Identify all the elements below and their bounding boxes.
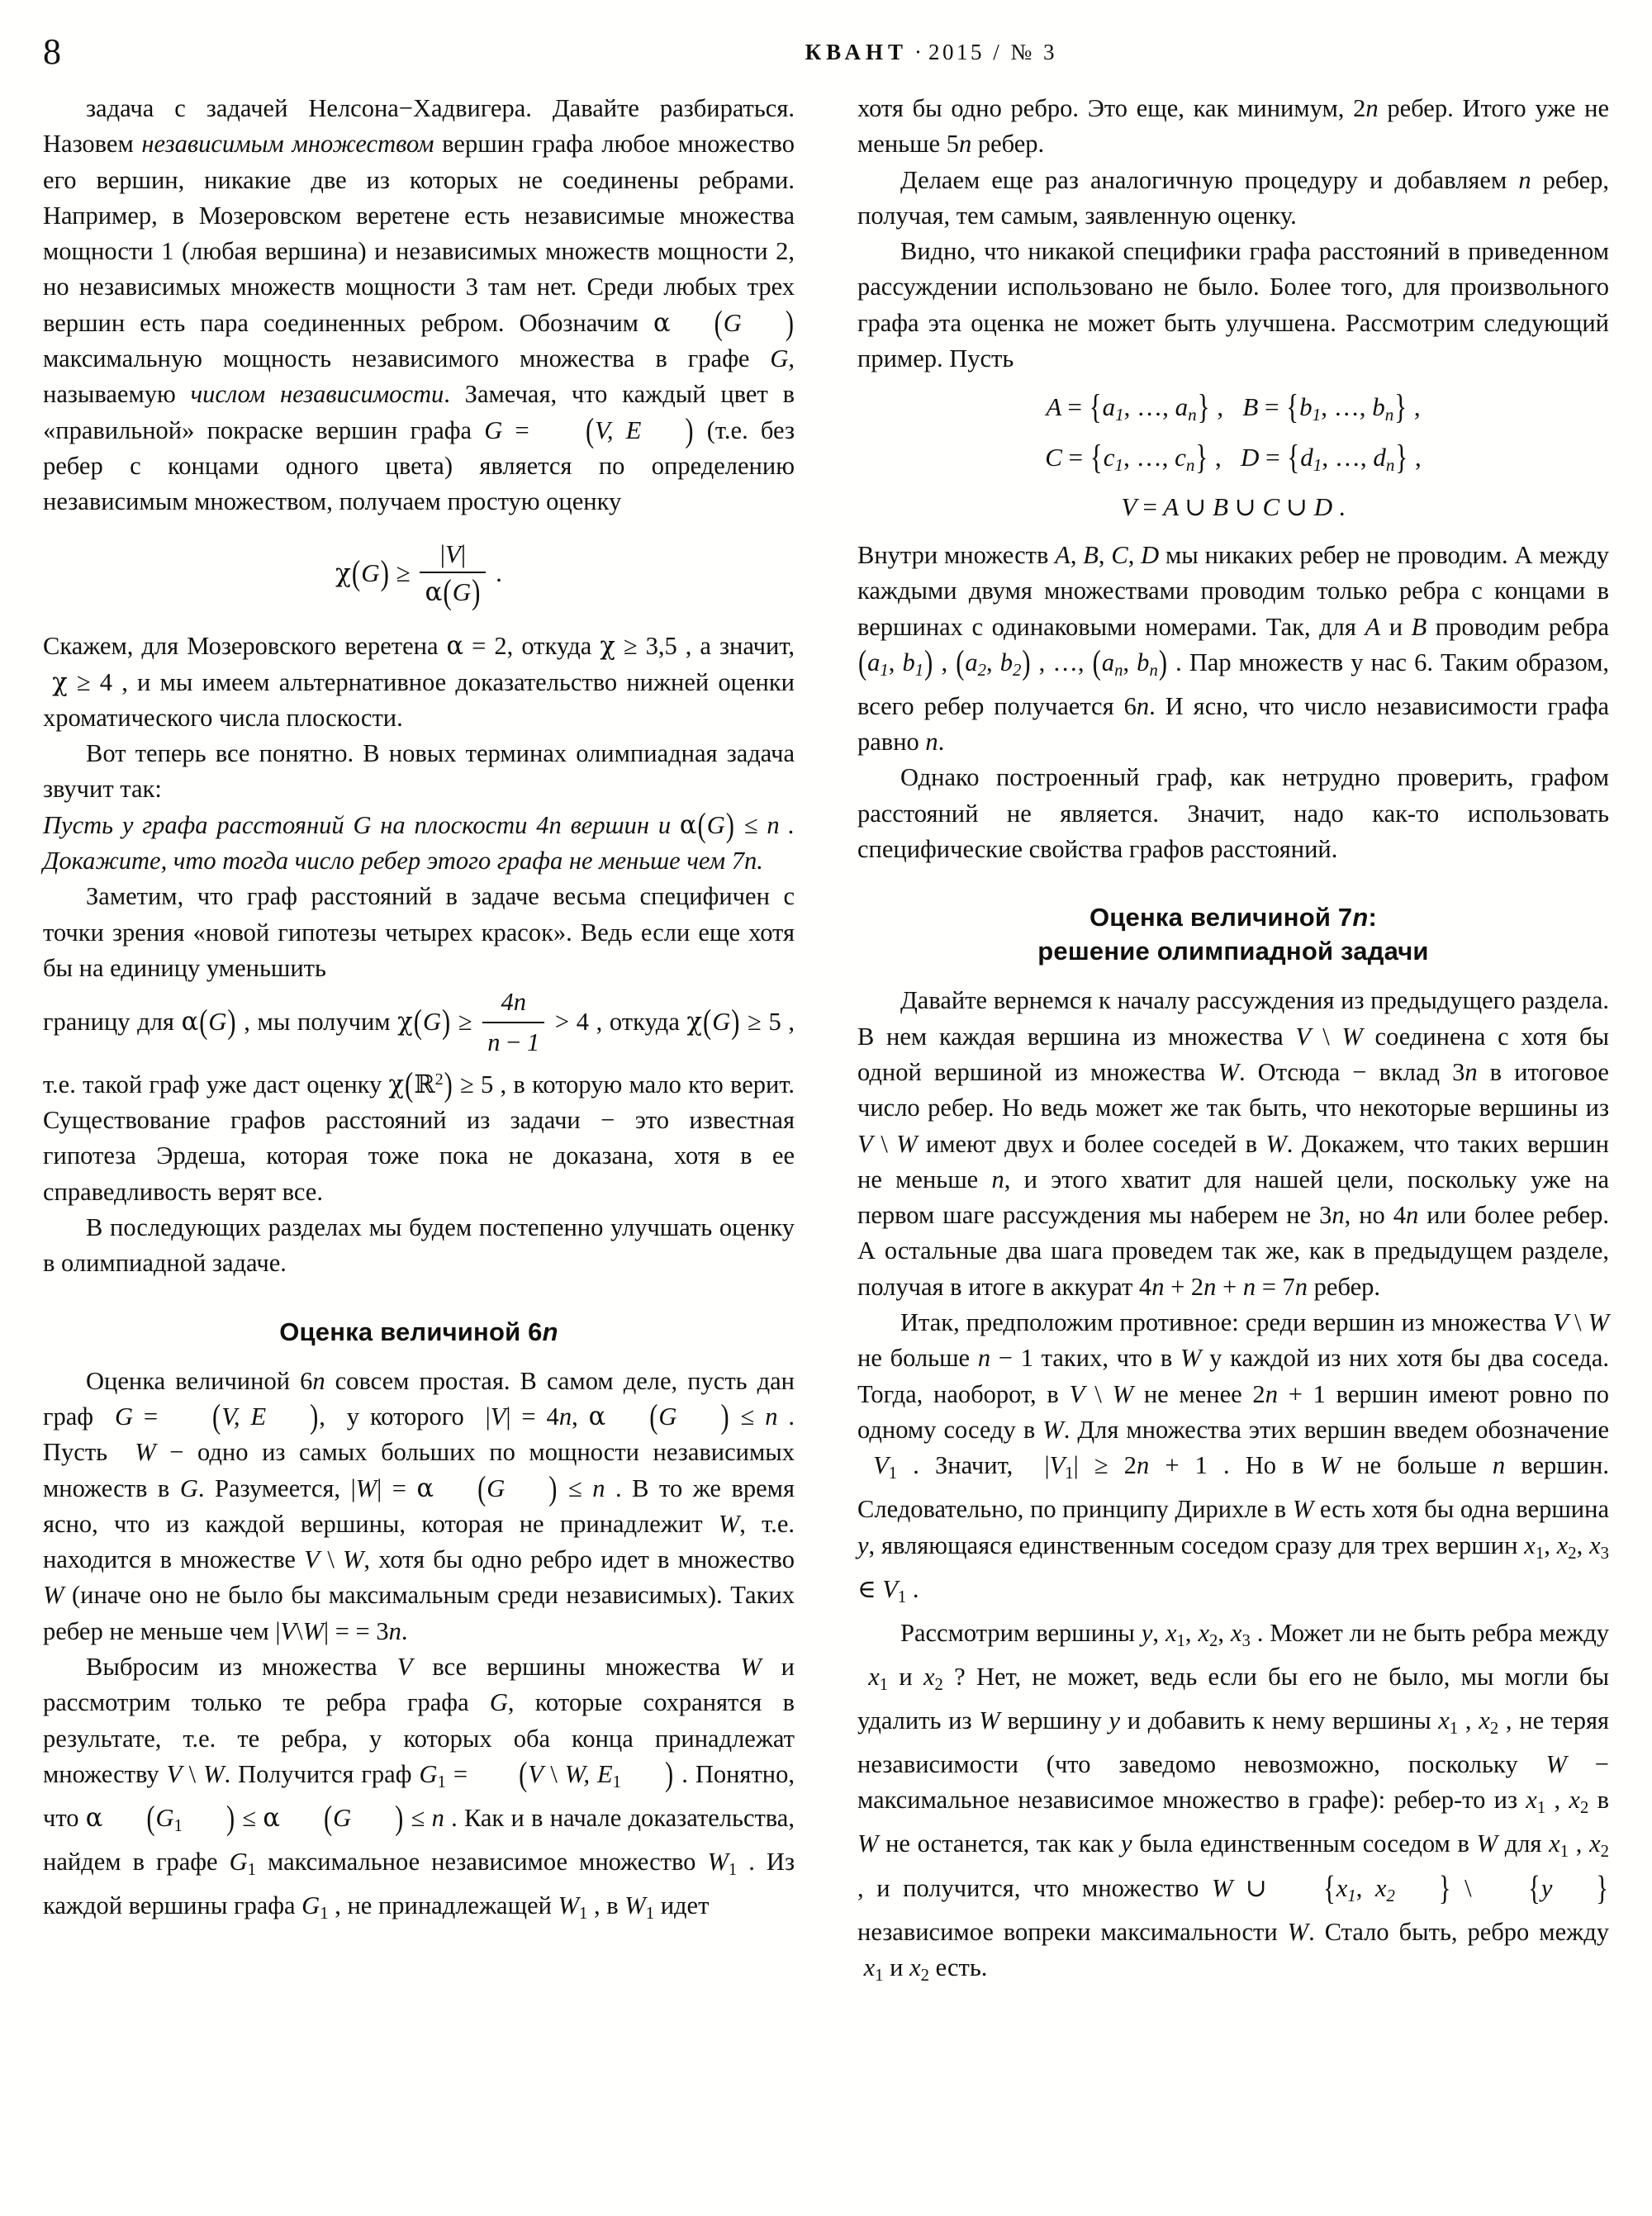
masthead-separator: · xyxy=(914,40,922,64)
display-formula-sets-AB: $A = \{a_1$, …, $a_n$} , $B = \{b_1$, …, $b_n$} , xyxy=(1046,387,1421,427)
right-column xyxy=(857,91,1609,1994)
paragraph: Внутри множеств A, B, C, D мы никаких ребер не проводим. А между каждыми двумя множествами проводим только ребра с концами в вершинах с одинаковыми номерами. Так, для A и B проводим ребра ($a_1$, $b_1$) , ($a_2$, $b_2$) , …, ($a_n$, $b_n$) . Пар множеств у нас 6. Таким образом, всего ребер получается 6n. И ясно, что число независимости графа равно n. xyxy=(857,540,1610,757)
paragraph: задача с задачей Нелсона−Хадвигера. Давайте разбираться. Назовем независимым множеством вершин графа любое множество его вершин, никакие две из которых не соединены ребрами. Например, в Мозеровском веретене есть независимые множества мощности 1 (любая вершина) и независимых множеств мощности 2, но независимых множеств мощности 3 там нет. Среди любых трех вершин есть пара соединенных ребром. Обозначим α (G ) максимальную мощность независимого множества в графе G, называемую числом независимости. Замечая, что каждый цвет в «правильной» покраске вершин графа G = (V, E ) (т.е. без ребер с концами одного цвета) является по определению независимым множеством, получаем простую оценку xyxy=(43,94,795,516)
section-heading-7n xyxy=(857,900,1609,968)
heading-variable: n xyxy=(542,1317,558,1346)
heading-text: Оценка величиной 6 xyxy=(279,1317,543,1346)
paragraph: Давайте вернемся к началу рассуждения из предыдущего раздела. В нем каждая вершина из множества V \ W соединена с хотя бы одной вершиной из множества W. Отсюда − вклад 3n в итоговое число ребер. Но ведь может же так быть, что некоторые вершины из V \ W имеют двух и более соседей в W. Докажем, что таких вершин не меньше n, и этого хватит для нашей цели, поскольку уже на первом шаге рассуждения мы наберем не 3n, но 4n или более ребер. А остальные два шага проведем так же, как в предыдущем разделе, получая в итоге в аккурат 4n + 2n + n = 7n ребер. xyxy=(857,986,1610,1301)
display-formula-union: V = A ∪ B ∪ C ∪ D . xyxy=(1121,492,1346,522)
journal-name: КВАНТ xyxy=(805,40,908,64)
paragraph: Скажем, для Мозеровского веретена α = 2, откуда χ ≥ 3,5 , а значит, χ ≥ 4 , и мы имеем альтернативное доказательство нижней оценки хроматического числа плоскости. xyxy=(43,632,795,732)
problem-statement: Пусть у графа расстояний G на плоскости 4n вершин и α(G) ≤ n . Докажите, что тогда число ребер этого графа не меньше чем 7n. xyxy=(43,805,795,875)
paragraph: Заметим, что граф расстояний в задаче весьма специфичен с точки зрения «новой гипотезы четырех красок». Ведь если еще хотя бы на единицу уменьшить xyxy=(43,882,795,982)
left-column xyxy=(43,91,795,1932)
fraction: $\frac{|V|}{\alpha(G)}$ xyxy=(420,537,486,611)
emphasis-term: числом независимости xyxy=(190,380,444,409)
page-number: 8 xyxy=(43,31,61,72)
running-head xyxy=(0,33,1652,71)
math-alpha-G: α (G ) xyxy=(653,303,794,342)
emphasis-term: независимым множеством xyxy=(141,130,434,159)
display-formula-sets-CD: $C = \{c_1$, …, $c_n$} , $D = \{d_1$, …, $d_n$} , xyxy=(1045,437,1422,477)
section-heading-6n xyxy=(43,1315,795,1349)
math-G-VE: G = (V, E ) xyxy=(484,410,694,449)
journal-masthead xyxy=(0,38,1057,66)
paragraph: Видно, что никакой специфики графа расстояний в приведенном рассуждении использовано не было. Более того, для произвольного графа эта оценка не может быть улучшена. Рассмотрим следующий пример. Пусть xyxy=(857,237,1609,373)
paragraph: Однако построенный граф, как нетрудно проверить, графом расстояний не является. Значит, надо как-то использовать специфические свойства графов расстояний. xyxy=(857,763,1609,864)
heading-line2-text: решение олимпиадной задачи xyxy=(1037,937,1429,966)
journal-issue: 2015 / № 3 xyxy=(928,40,1057,64)
display-formula-chi-bound: χ(G) ≥ $\frac{|V|}{\alpha(G)}$ . xyxy=(43,539,795,613)
paragraph: Оценка величиной 6n совсем простая. В самом деле, пусть дан граф G = (V, E ), у которого |V| = 4n, α (G ) ≤ n . Пусть W − одно из самых больших по мощности независимых множеств в G. Разумеется, |W| = α (G ) ≤ n . В то же время ясно, что из каждой вершины, которая не принадлежит W, т.е. находится в множестве V \ W, хотя бы одно ребро идет в множество W (иначе оно не было бы максимальным среди независимых). Таких ребер не меньше чем |V\W| = = 3n. xyxy=(43,1366,795,1645)
fraction: $\frac{4n}{n - 1}$ xyxy=(482,985,544,1061)
paragraph: Вот теперь все понятно. В новых терминах олимпиадная задача звучит так: xyxy=(43,739,795,804)
heading-line1-text: Оценка величиной 7 xyxy=(1089,903,1353,932)
math-G: G xyxy=(770,344,789,373)
paragraph: Рассмотрим вершины y, x1, x2, x3 . Может ли не быть ребра между x1 и x2 ? Нет, не может, ведь если бы его не было, мы могли бы удалить из W вершину y и добавить к нему вершины x1 , x2 , не теряя независимости (что заведомо невозможно, поскольку W − максимальное независимое множество в графе): ребер-то из x1 , x2 в W не останется, так как y была единственным соседом в W для x1 , x2 , и получится, что множество W ∪ {$x_1$, $x_2$ } \ {y } независимое вопреки максимальности W. Стало быть, ребро между x1 и x2 есть. xyxy=(857,1618,1610,1985)
paragraph-with-inline-fraction: границу для α(G) , мы получим χ(G) ≥ $\frac{4n}{n - 1}$ > 4 , откуда χ(G) ≥ 5 , т.е. такой граф уже даст оценку χ(ℝ$^2$) ≥ 5 , в которую мало кто верит. Существование графов расстояний из задачи − это известная гипотеза Эрдеша, которая тоже пока не доказана, хотя в ее справедливость верят все. xyxy=(43,986,795,1210)
paragraph: Итак, предположим противное: среди вершин из множества V \ W не больше n − 1 таких, что в W у каждой из них хотя бы два соседа. Тогда, наоборот, в V \ W не менее 2n + 1 вершин имеют ровно по одному соседу в W. Для множества этих вершин введем обозначение V1 . Значит, |V1| ≥ 2n + 1 . Но в W не больше n вершин. Следовательно, по принципу Дирихле в W есть хотя бы одна вершина y, являющаяся единственным соседом сразу для трех вершин x1, x2, x3 ∈ V1 . xyxy=(857,1308,1610,1606)
heading-line1-variable: n xyxy=(1352,903,1369,932)
heading-line1-tail: : xyxy=(1368,903,1378,932)
paragraph: Выбросим из множества V все вершины множества W и рассмотрим только те ребра графа G, которые сохранятся в результате, т.е. те ребра, у которых оба конца принадлежат множеству V \ W. Получится граф G1 = (V \ W, E1 ) . Понятно, что α (G1 ) ≤ α (G ) ≤ n . Как и в начале доказательства, найдем в графе G1 максимальное независимое множество W1 . Из каждой вершины графа G1 , не принадлежащей W1 , в W1 идет xyxy=(43,1653,795,1923)
paragraph: В последующих разделах мы будем постепенно улучшать оценку в олимпиадной задаче. xyxy=(43,1213,795,1278)
paragraph: Делаем еще раз аналогичную процедуру и добавляем n ребер, получая, тем самым, заявленную оценку. xyxy=(857,165,1609,230)
paragraph: хотя бы одно ребро. Это еще, как минимум, 2n ребер. Итого уже не меньше 5n ребер. xyxy=(857,94,1609,159)
